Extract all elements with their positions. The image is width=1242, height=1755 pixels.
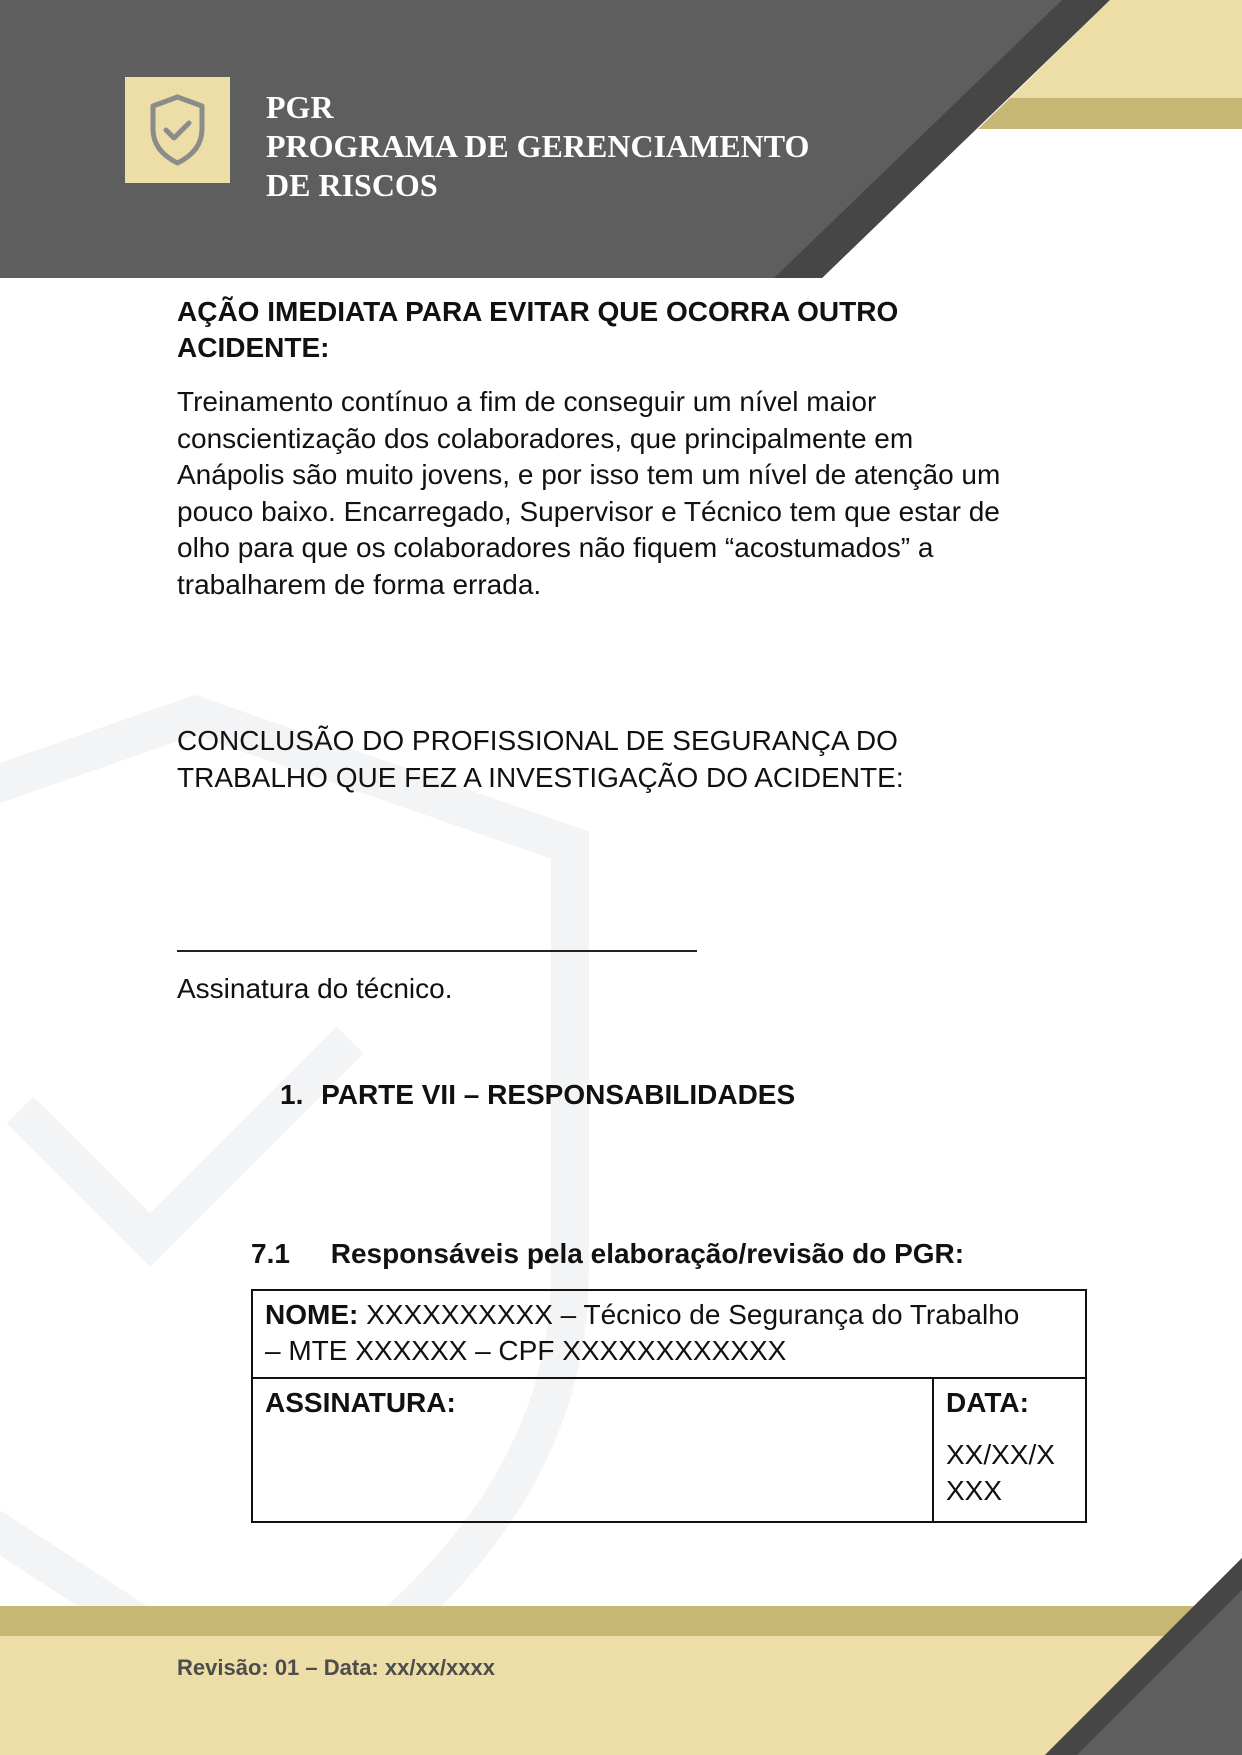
table-row: [252, 1378, 1086, 1522]
logo-box: [125, 77, 230, 183]
shield-check-icon: [147, 93, 208, 167]
heading-line: ACIDENTE:: [177, 332, 330, 363]
heading-line: AÇÃO IMEDIATA PARA EVITAR QUE OCORRA OUTRO: [177, 296, 899, 327]
date-label: DATA:: [946, 1387, 1029, 1418]
section-heading: [280, 1077, 795, 1113]
name-value: XXXXXXXXXX – Técnico de Segurança do Trabalho: [358, 1299, 1020, 1330]
conclusion-heading: [177, 723, 904, 796]
header-title: [266, 88, 809, 205]
header-title-line: PROGRAMA DE GERENCIAMENTO: [266, 128, 810, 164]
body-line: Treinamento contínuo a fim de conseguir um nível maior: [177, 386, 877, 417]
name-label: NOME:: [265, 1299, 359, 1330]
header-title-line: PGR: [266, 89, 334, 125]
body-line: olho para que os colaboradores não fiquem “acostumados” a: [177, 532, 934, 563]
immediate-action-heading: [177, 294, 898, 366]
signature-cell-label: ASSINATURA:: [265, 1387, 456, 1418]
section-title: PARTE VII – RESPONSABILIDADES: [321, 1079, 796, 1110]
signature-line: [177, 950, 697, 952]
responsible-table: [251, 1289, 1087, 1523]
subsection-heading: [251, 1236, 964, 1272]
footer-gold-stripe: [0, 1606, 1242, 1636]
footer-band: [0, 1636, 1242, 1755]
subsection-title: Responsáveis pela elaboração/revisão do PGR:: [330, 1238, 965, 1269]
conclusion-line: CONCLUSÃO DO PROFISSIONAL DE SEGURANÇA DO: [177, 725, 898, 756]
body-line: pouco baixo. Encarregado, Supervisor e Técnico tem que estar de: [177, 495, 1000, 527]
name-value-line2: – MTE XXXXXX – CPF XXXXXXXXXXXX: [265, 1335, 787, 1366]
immediate-action-body: [177, 384, 1000, 603]
body-line: Anápolis são muito jovens, e por isso tem um nível de atenção um: [177, 459, 1001, 490]
footer-revision: Revisão: 01 – Data: xx/xx/xxxx: [177, 1655, 495, 1680]
header-title-line: DE RISCOS: [266, 167, 438, 203]
signature-label: Assinatura do técnico.: [177, 973, 453, 1004]
conclusion-line: TRABALHO QUE FEZ A INVESTIGAÇÃO DO ACIDENTE:: [177, 761, 904, 793]
date-cell: [933, 1378, 1086, 1522]
date-value-line: XXX: [946, 1475, 1003, 1506]
body-line: conscientização dos colaboradores, que principalmente em: [177, 422, 914, 454]
name-line: [265, 1297, 1073, 1333]
header-gold-stripe: [978, 98, 1242, 129]
name-cell: [252, 1290, 1086, 1378]
section-number: 1.: [280, 1079, 304, 1110]
subsection-number: 7.1: [251, 1238, 290, 1269]
table-row: [252, 1290, 1086, 1378]
date-value-line: XX/XX/X: [946, 1439, 1055, 1470]
signature-cell: [252, 1378, 933, 1522]
watermark-shield: [0, 715, 570, 1755]
body-line: trabalharem de forma errada.: [177, 568, 542, 600]
